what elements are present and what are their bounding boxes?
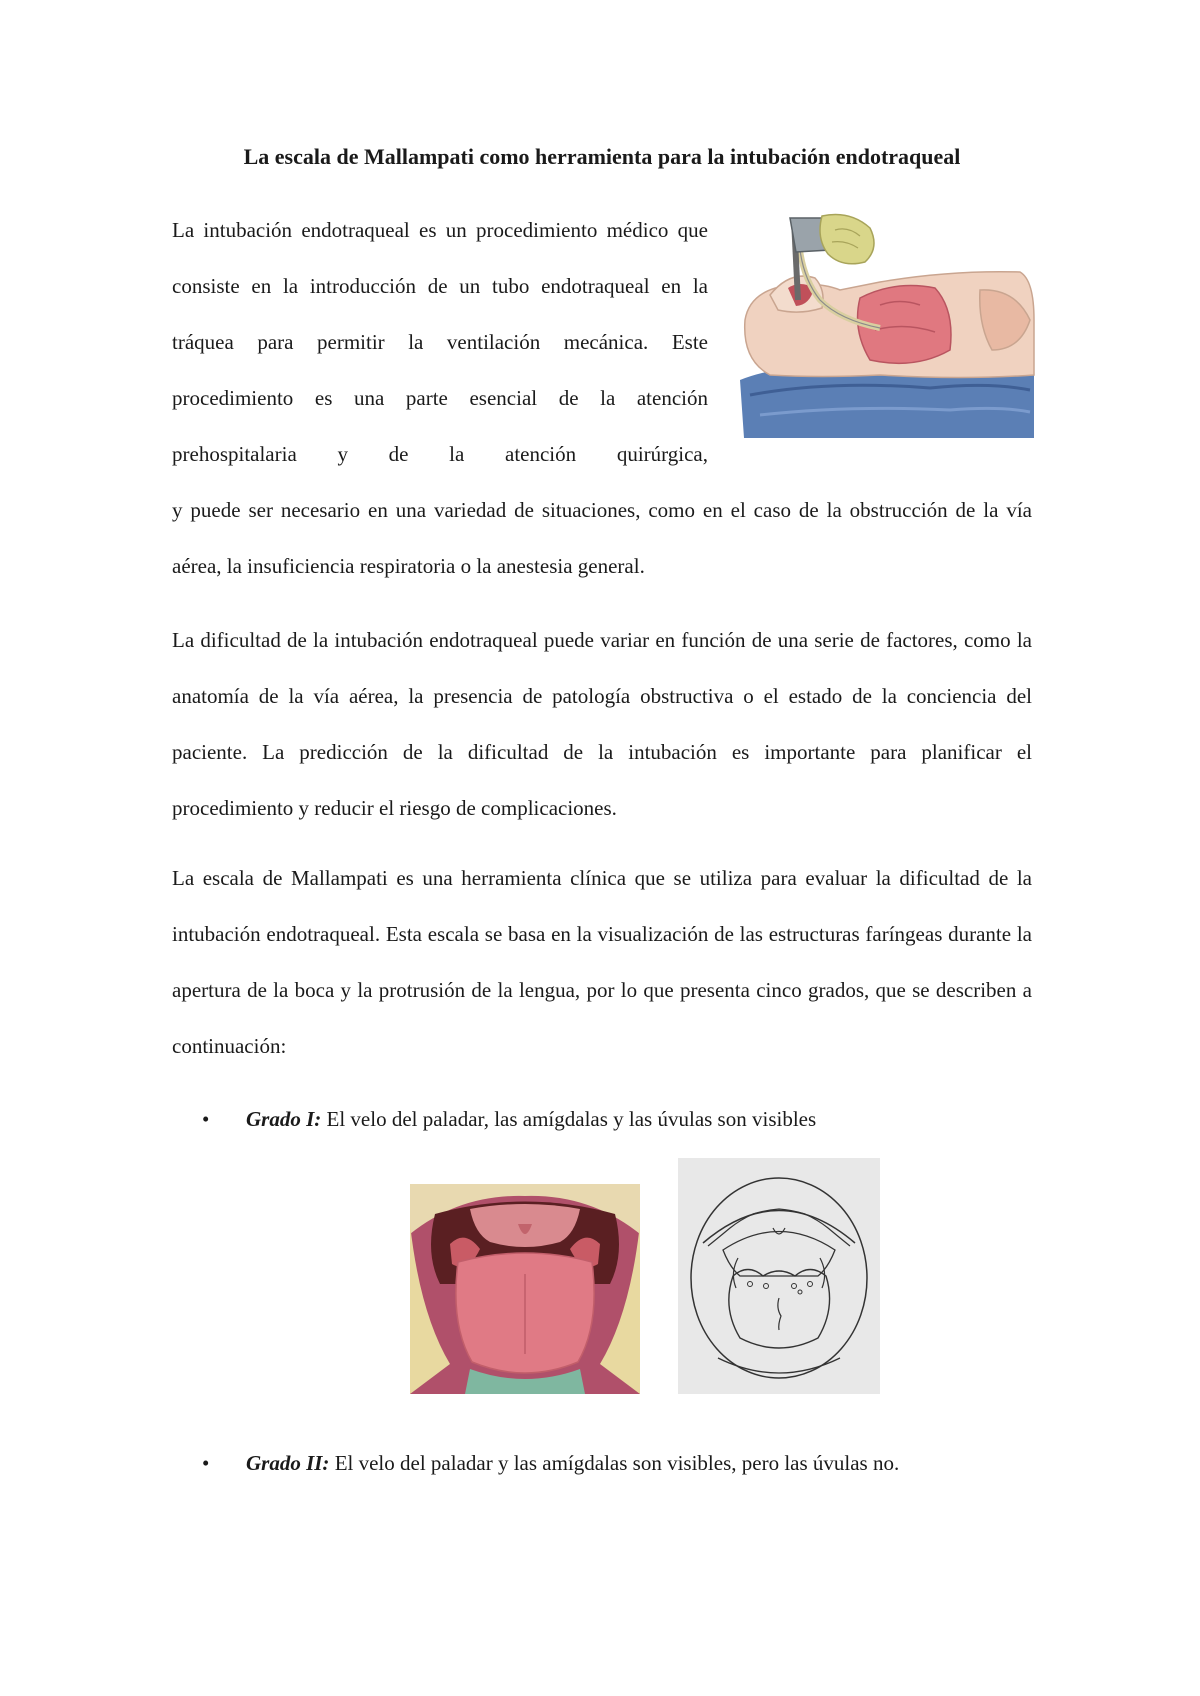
document-title: La escala de Mallampati como herramienta para la intubación endotraqueal — [243, 144, 961, 169]
grade-description: El velo del paladar, las amígdalas y las úvulas son visibles — [321, 1107, 817, 1131]
bullet-marker: • — [202, 1107, 210, 1131]
bullet-marker: • — [202, 1451, 210, 1475]
paragraph-intro: La intubación endotraqueal es un procedimiento médico que consiste en la introducción de un tubo endotraqueal en la tráquea para permitir la ventilación mecánica. Este procedimiento es una parte esencial de la atención prehospitalaria y de la atención quirúrgica, — [172, 218, 708, 466]
intubation-illustration — [730, 210, 1036, 440]
open-mouth-photo — [410, 1184, 640, 1394]
paragraph-difficulty: La dificultad de la intubación endotraqueal puede variar en función de una serie de factores, como la anatomía de la vía aérea, la presencia de patología obstructiva o el estado de la conciencia del paciente. La predicción de la dificultad de la intubación es importante para planificar el procedimiento y reducir el riesgo de complicaciones. — [172, 628, 1032, 820]
mallampati-class-1-drawing — [678, 1158, 880, 1394]
grade-description: El velo del paladar y las amígdalas son visibles, pero las úvulas no. — [329, 1451, 900, 1475]
paragraph-mallampati: La escala de Mallampati es una herramienta clínica que se utiliza para evaluar la dificultad de la intubación endotraqueal. Esta escala se basa en la visualización de las estructuras faríngeas durante la apertura de la boca y la protrusión de la lengua, por lo que presenta cinco grados, que se describen a continuación: — [172, 866, 1032, 1058]
grade-label: Grado II: — [246, 1451, 330, 1475]
grade-label: Grado I: — [246, 1107, 322, 1131]
paragraph-intro-continued: y puede ser necesario en una variedad de situaciones, como en el caso de la obstrucción de la vía aérea, la insuficiencia respiratoria o la anestesia general. — [172, 498, 1032, 578]
